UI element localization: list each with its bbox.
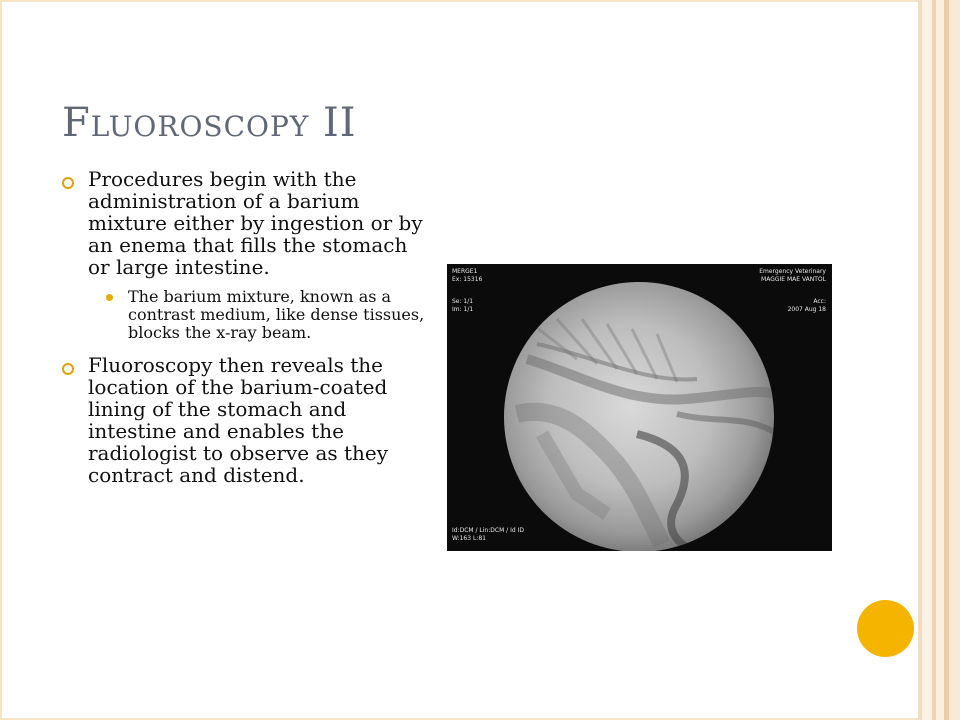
xray-label-top-right: Emergency Veterinary MAGGIE MAE VANTOL <box>759 268 826 283</box>
bullet-item-2 <box>62 354 430 486</box>
slide-content <box>62 168 430 496</box>
bullet-icon <box>62 363 74 375</box>
xray-label-top-left: MERGE1 Ex: 15316 <box>452 268 483 283</box>
xray-label-left-series: Se: 1/1 Im: 1/1 <box>452 298 474 313</box>
xray-image <box>447 264 832 551</box>
bullet-text: Fluoroscopy then reveals the location of the barium-coated lining of the stomach and intestine and enables the radiologist to observe as they contract and distend. <box>88 353 389 487</box>
xray-label-right-acc: Acc: 2007 Aug 18 <box>787 298 826 313</box>
sub-bullet-text: The barium mixture, known as a contrast medium, like dense tissues, blocks the x-ray beam. <box>128 287 425 342</box>
bullet-text: Procedures begin with the administration of a barium mixture either by ingestion or by an enema that fills the stomach or large intestine. <box>88 167 423 279</box>
xray-picture <box>447 264 832 551</box>
bullet-item-1 <box>62 168 430 278</box>
sub-bullet-item <box>62 288 430 342</box>
decorative-orange-dot <box>857 600 914 657</box>
xray-label-bottom-left: Id:DCM / Lin:DCM / Id ID W:163 L:81 <box>452 527 524 542</box>
bullet-icon <box>62 177 74 189</box>
decorative-stripes <box>918 0 960 720</box>
slide-title: Fluoroscopy II <box>62 100 357 146</box>
sub-bullet-icon <box>106 294 113 301</box>
